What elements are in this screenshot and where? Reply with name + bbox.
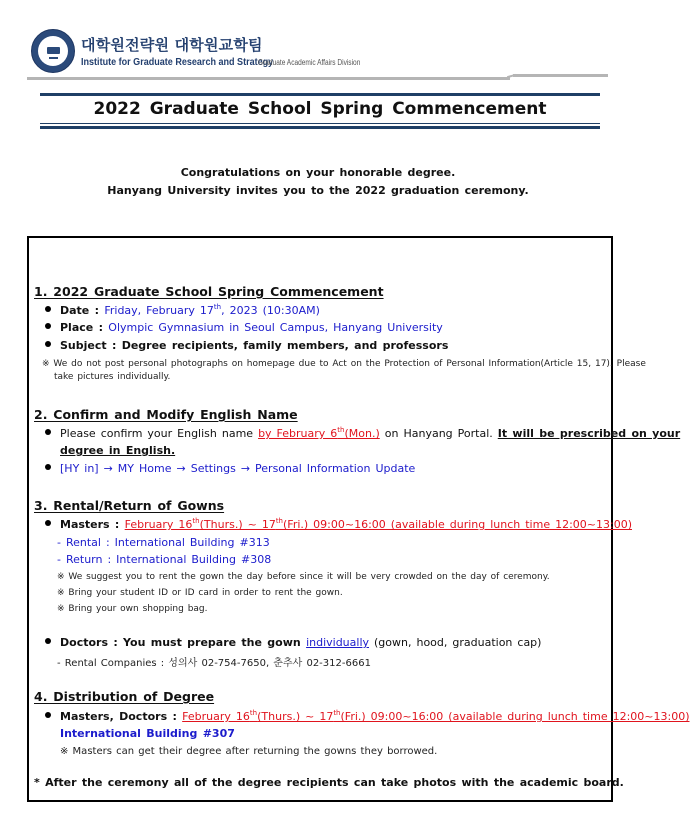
date-label: Date : xyxy=(60,304,105,317)
intro-line-1: Congratulations on your honorable degree. xyxy=(180,166,456,179)
return-location: - Return : International Building #308 xyxy=(57,553,272,566)
rental-location: - Rental : International Building #313 xyxy=(57,536,270,549)
bullet-icon xyxy=(45,306,51,312)
date-value: Friday, February 17th, 2023 (10:30AM) xyxy=(104,303,320,317)
section-1-heading: 1. 2022 Graduate School Spring Commencement xyxy=(34,284,384,299)
name-deadline: by February 6th(Mon.) xyxy=(258,426,380,440)
place-value: Olympic Gymnasium in Seoul Campus, Hanyang University xyxy=(108,321,443,334)
prescribed-notice: It will be prescribed on your xyxy=(497,427,681,440)
doctors-gown-item: Doctors : You must prepare the gown individually (gown, hood, graduation cap) xyxy=(45,636,541,649)
date-item xyxy=(45,304,320,317)
portal-path: [HY in] → MY Home → Settings → Personal Information Update xyxy=(60,462,416,475)
section-2-heading: 2. Confirm and Modify English Name xyxy=(34,407,298,422)
institute-name: Institute for Graduate Research and Strategy xyxy=(81,56,274,68)
individually-emphasis: individually xyxy=(306,636,370,649)
gown-note-2: ※ Bring your student ID or ID card in order to rent the gown. xyxy=(57,588,343,598)
masters-gown-item: Masters : February 16th(Thurs.) ~ 17th(Fri.) 09:00~16:00 (available during lunch time 12:00~13:00) xyxy=(45,518,632,531)
seal-inner xyxy=(38,36,68,66)
bullet-icon xyxy=(45,464,51,470)
bullet-icon xyxy=(45,638,51,644)
degree-distribution-item: Masters, Doctors : February 16th(Thurs.) ~ 17th(Fri.) 09:00~16:00 (available during lunch time 12:00~13:00) xyxy=(45,710,690,723)
place-item xyxy=(45,321,443,334)
degree-note: ※ Masters can get their degree after returning the gowns they borrowed. xyxy=(60,746,438,757)
prescribed-notice-cont: degree in English. xyxy=(60,444,176,457)
degree-distribution-dates: February 16th(Thurs.) ~ 17th(Fri.) 09:00~16:00 (available during lunch time 12:00~13:00) xyxy=(182,709,690,723)
korean-org-title: 대학원전략원 대학원교학팀 xyxy=(81,36,263,54)
subject-item xyxy=(45,339,448,352)
section-3-heading: 3. Rental/Return of Gowns xyxy=(34,498,225,513)
confirm-name-item: Please confirm your English name by February 6th(Mon.) on Hanyang Portal. It will be prescribed on your xyxy=(45,427,680,440)
portal-path-item xyxy=(45,462,415,475)
title-rule-top xyxy=(40,93,600,96)
intro-line-2: Hanyang University invites you to the 2022 graduation ceremony. xyxy=(107,184,529,197)
bullet-icon xyxy=(45,520,51,526)
division-name: Graduate Academic Affairs Division xyxy=(258,58,361,67)
photo-policy-note: ※ We do not post personal photographs on homepage due to Act on the Protection of Personal Information(Article 15, 17). Please take pictures individually. xyxy=(42,359,646,382)
title-rule-bottom-thin xyxy=(40,123,600,124)
subject-label: Subject : xyxy=(60,339,122,352)
subject-value: Degree recipients, family members, and professors xyxy=(121,339,449,352)
seal-badge xyxy=(47,47,60,54)
masters-gown-dates: February 16th(Thurs.) ~ 17th(Fri.) 09:00~16:00 (available during lunch time 12:00~13:00) xyxy=(124,517,632,531)
letterhead-rule-right xyxy=(513,74,608,77)
bullet-icon xyxy=(45,341,51,347)
university-seal-icon xyxy=(31,29,75,73)
seal-year xyxy=(49,57,58,59)
rental-companies: - Rental Companies : 성의사 02-754-7650, 춘추사 02-312-6661 xyxy=(57,658,371,669)
bullet-icon xyxy=(45,323,51,329)
place-label: Place : xyxy=(60,321,109,334)
section-4-heading: 4. Distribution of Degree xyxy=(34,689,215,704)
degree-location: International Building #307 xyxy=(60,727,235,740)
bullet-icon xyxy=(45,712,51,718)
footer-note: * After the ceremony all of the degree recipients can take photos with the academic board. xyxy=(34,776,624,789)
bullet-icon xyxy=(45,429,51,435)
gown-note-3: ※ Bring your own shopping bag. xyxy=(57,604,208,614)
gown-note-1: ※ We suggest you to rent the gown the day before since it will be very crowded on the day of ceremony. xyxy=(57,572,550,582)
letterhead-rule xyxy=(27,77,510,80)
title-rule-bottom-thick xyxy=(40,126,600,129)
document-title: 2022 Graduate School Spring Commencement xyxy=(93,99,547,119)
